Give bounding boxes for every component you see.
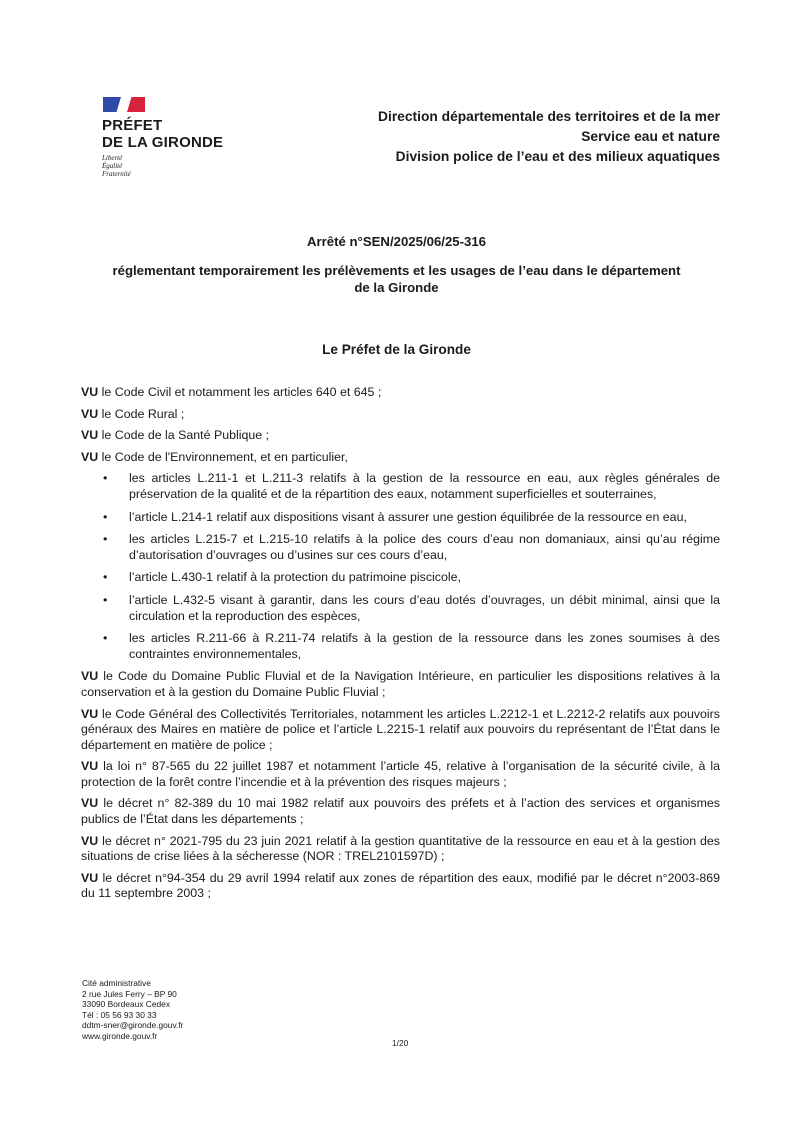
visa-paragraph <box>81 834 720 865</box>
motto-fraternite: Fraternité <box>102 170 131 178</box>
list-item <box>81 510 720 526</box>
subject-line-1: réglementant temporairement les prélèvements et les usages de l’eau dans le département <box>112 263 681 278</box>
marianne-flag-icon <box>103 97 145 112</box>
bullet-icon: • <box>103 471 108 486</box>
visa-text: le décret n°94-354 du 29 avril 1994 relatif aux zones de répartition des eaux, modifié par le décret n°2003-869 du 11 septembre 2003 ; <box>81 870 720 901</box>
logo-title <box>102 117 252 151</box>
vu-label: VU <box>81 385 99 399</box>
vu-label: VU <box>81 759 99 774</box>
visa-paragraph <box>81 428 720 444</box>
footer-address <box>82 978 183 1041</box>
visa-paragraph <box>81 796 720 827</box>
visa-text: la loi n° 87-565 du 22 juillet 1987 et notamment l’article 45, relative à l’organisation de la sécurité civile, à la protection de la forêt contre l’incendie et à la prévention des risques majeurs ; <box>81 759 720 789</box>
visa-paragraph <box>81 871 720 902</box>
footer-website: www.gironde.gouv.fr <box>82 1030 158 1041</box>
list-item-text: l’article L.432-5 visant à garantir, dans les cours d’eau dotés d’ouvrages, un débit minimal, ainsi que la circulation et la reproduction des espèces, <box>129 592 720 623</box>
visa-paragraph <box>81 669 720 700</box>
vu-label: VU <box>81 796 99 811</box>
republic-motto <box>102 154 252 178</box>
arrete-number: Arrêté n°SEN/2025/06/25-316 <box>306 234 487 249</box>
prefet-title: Le Préfet de la Gironde <box>322 342 471 357</box>
list-item-text: les articles L.211-1 et L.211-3 relatifs à la gestion de la ressource en eau, aux règles générales de préservation de la qualité et de la répartition des eaux, notamment superficielles et souterraines, <box>129 471 720 501</box>
logo-title-line1: PRÉFET <box>102 117 163 134</box>
vu-label: VU <box>81 669 99 684</box>
document-body <box>81 385 720 908</box>
list-item <box>81 570 720 586</box>
page-number: 1/20 <box>392 1038 409 1048</box>
visa-text: le décret n° 2021-795 du 23 juin 2021 relatif à la gestion quantitative de la ressource en eau et à la gestion des situations de crise liées à la sécheresse (NOR : TREL2101597D) ; <box>81 833 720 864</box>
list-item <box>81 471 720 502</box>
visa-text: le Code Civil et notamment les articles 640 et 645 ; <box>101 385 382 399</box>
list-item-text: l’article L.430-1 relatif à la protection du patrimoine piscicole, <box>129 570 461 585</box>
list-item-text: les articles L.215-7 et L.215-10 relatifs à la police des cours d’eau non domaniaux, ainsi qu’au régime d’autorisation d’ouvrages ou d’usines sur ces cours d’eau, <box>129 532 720 562</box>
footer-line: Cité administrative <box>82 978 151 988</box>
prefecture-logo <box>102 97 252 178</box>
list-item <box>81 631 720 662</box>
motto-egalite: Égalité <box>102 162 123 170</box>
visa-paragraph <box>81 450 720 466</box>
footer-line: 33090 Bordeaux Cedex <box>82 999 171 1009</box>
bullet-icon: • <box>103 592 108 607</box>
list-item-text: les articles R.211-66 à R.211-74 relatifs à la gestion de la ressource dans les zones soumises à des contraintes environnementales, <box>129 631 720 661</box>
arrete-subject <box>0 262 793 296</box>
visa-text: le décret n° 82-389 du 10 mai 1982 relatif aux pouvoirs des préfets et à l’action des services et organismes publics de l’État dans les départements ; <box>81 796 720 827</box>
visa-text: le Code du Domaine Public Fluvial et de la Navigation Intérieure, en particulier les dispositions relatives à la conservation et à la gestion du Domaine Public Fluvial ; <box>81 669 720 699</box>
vu-label: VU <box>81 428 99 443</box>
visa-paragraph <box>81 407 720 423</box>
list-item <box>81 593 720 624</box>
bullet-icon: • <box>103 532 108 547</box>
vu-label: VU <box>81 706 99 721</box>
footer-email: ddtm-sner@gironde.gouv.fr <box>82 1020 184 1030</box>
logo-title-line2: DE LA GIRONDE <box>102 134 224 151</box>
vu-label: VU <box>81 406 99 421</box>
issuing-authority <box>378 107 720 167</box>
motto-liberte: Liberté <box>102 154 123 162</box>
service-name: Service eau et nature <box>581 129 720 144</box>
bullet-icon: • <box>103 509 108 524</box>
list-item <box>81 532 720 563</box>
bullet-icon: • <box>103 631 108 646</box>
visa-text: le Code de la Santé Publique ; <box>101 428 270 443</box>
bullet-icon: • <box>103 570 108 585</box>
visa-text: le Code Rural ; <box>101 406 185 421</box>
direction-name: Direction départementale des territoires et de la mer <box>378 109 720 124</box>
list-item-text: l’article L.214-1 relatif aux dispositions visant à assurer une gestion équilibrée de la ressource en eau, <box>129 509 687 524</box>
footer-line: Tél : 05 56 93 30 33 <box>82 1009 157 1020</box>
vu-label: VU <box>81 449 99 464</box>
vu-label: VU <box>81 870 99 885</box>
footer-line: 2 rue Jules Ferry – BP 90 <box>82 988 177 999</box>
visa-paragraph <box>81 707 720 754</box>
visa-paragraph <box>81 759 720 790</box>
visa-text: le Code Général des Collectivités Territoriales, notamment les articles L.2212-1 et L.2212-2 relatifs aux pouvoirs généraux des Maires en matière de police et l’article L.2215-1 relatif aux pouvoirs du représentant de l’État dans le département en matière de police ; <box>81 706 720 752</box>
environment-articles-list <box>81 471 720 662</box>
subject-line-2: de la Gironde <box>354 280 439 295</box>
division-name: Division police de l’eau et des milieux aquatiques <box>395 149 720 164</box>
visa-text: le Code de l'Environnement, et en particulier, <box>101 449 348 464</box>
vu-label: VU <box>81 833 99 848</box>
visa-paragraph <box>81 385 720 401</box>
